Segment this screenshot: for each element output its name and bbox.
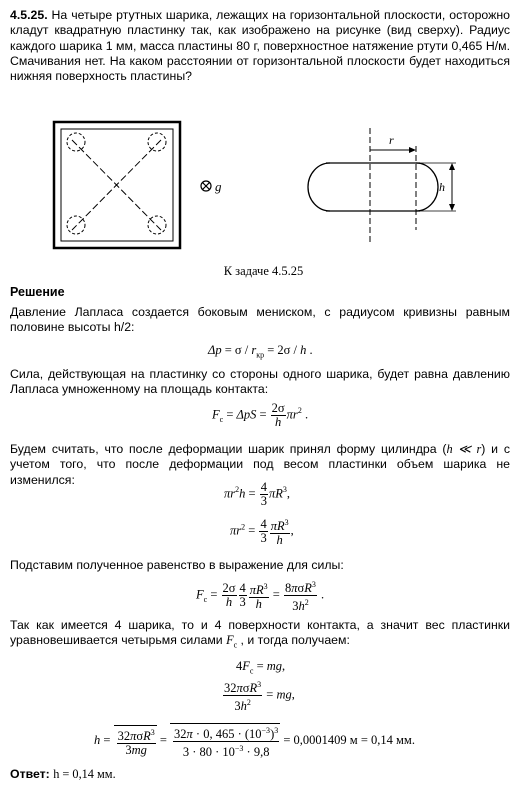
solution-p3: Будем считать, что после деформации шарик принял форму цилиндра (h ≪ r) и с учетом того, что после деформации под весом пластинки объем шарика не изменился:	[10, 442, 510, 487]
result-value: = 0,0001409 м = 0,14 мм.	[283, 733, 415, 748]
figure	[0, 110, 527, 260]
problem-number: 4.5.25.	[10, 8, 48, 22]
drop-top-left	[67, 133, 85, 151]
answer-value: h = 0,14 мм.	[53, 767, 116, 781]
left-meniscus	[308, 163, 330, 211]
figure-caption: К задаче 4.5.25	[223, 264, 304, 278]
condition-h-less-r: h ≪ r	[446, 442, 482, 456]
answer-label: Ответ:	[10, 767, 50, 781]
drop-bottom-left	[67, 216, 85, 234]
right-meniscus	[416, 163, 438, 211]
solution-p5: Так как имеется 4 шарика, то и 4 поверхности контакта, а значит вес пластинки уравновешивается четырьмя силами $F_с$ , и тогда получаем:	[10, 618, 510, 650]
r-label: r	[389, 133, 394, 147]
formula-force: $F_с = \Delta pS$ = $\frac{2\sigma}{h}$ $\pi r^2$ .	[212, 401, 309, 429]
h-label: h	[439, 180, 445, 194]
formula-force-sub: $F_с$ = $\frac{2\sigma}{h}$ $\frac{4}{3}$ $\frac{\pi R^3}{h}$ = $\frac{8\pi\sigma R^3}{3h^2}$ .	[196, 580, 325, 614]
formula-volume-1: $\pi r^2h$ = $\frac{4}{3}$ $\pi R^3$,	[224, 480, 290, 508]
formula-balance-1: $4F_с$ = mg,	[236, 659, 286, 676]
formula-laplace: $\Delta p = \sigma / r_{кр} = 2\sigma / h$ .	[208, 343, 313, 360]
formula-result: h = $\frac{32\pi\sigma R^3}{3mg}$ = $\frac{32\pi \cdot 0, 465 \cdot (10^{-3})^3}{3 \cdot 80 \cdot 10^{-3} \cdot 9,8}$ = 0,0001409 м = 0,14 мм.	[94, 723, 415, 759]
drop-bottom-right	[148, 216, 166, 234]
solution-p2: Сила, действующая на пластинку со стороны одного шарика, будет равна давлению Лапласа умноженному на площадь контакта:	[10, 367, 510, 397]
problem-text: На четыре ртутных шарика, лежащих на горизонтальной плоскости, осторожно кладут квадратную пластинку так, как изображено на рисунке (вид сверху). Радиус каждого шарика 1 мм, масса пластины 80 г, поверхностное натяжение ртути 0,465 Н/м. Смачивания нет. На каком расстоянии от горизонтальной плоскости будет находиться нижняя поверхность пластины?	[10, 8, 510, 84]
formula-volume-2: $\pi r^2$ = $\frac{4}{3}$ $\frac{\pi R^3}{h}$ ,	[230, 517, 294, 548]
solution-p1: Давление Лапласа создается боковым мениском, с радиусом кривизны равным половине высоты h/2:	[10, 305, 510, 335]
drop-top-right	[148, 133, 166, 151]
formula-balance-2: $\frac{32\pi\sigma R^3}{3h^2}$ = mg,	[224, 680, 295, 714]
solution-heading: Решение	[10, 285, 65, 299]
answer	[10, 767, 510, 782]
g-label: g	[215, 179, 222, 194]
problem-statement	[10, 8, 510, 84]
solution-p4: Подставим полученное равенство в выражение для силы:	[10, 558, 344, 572]
